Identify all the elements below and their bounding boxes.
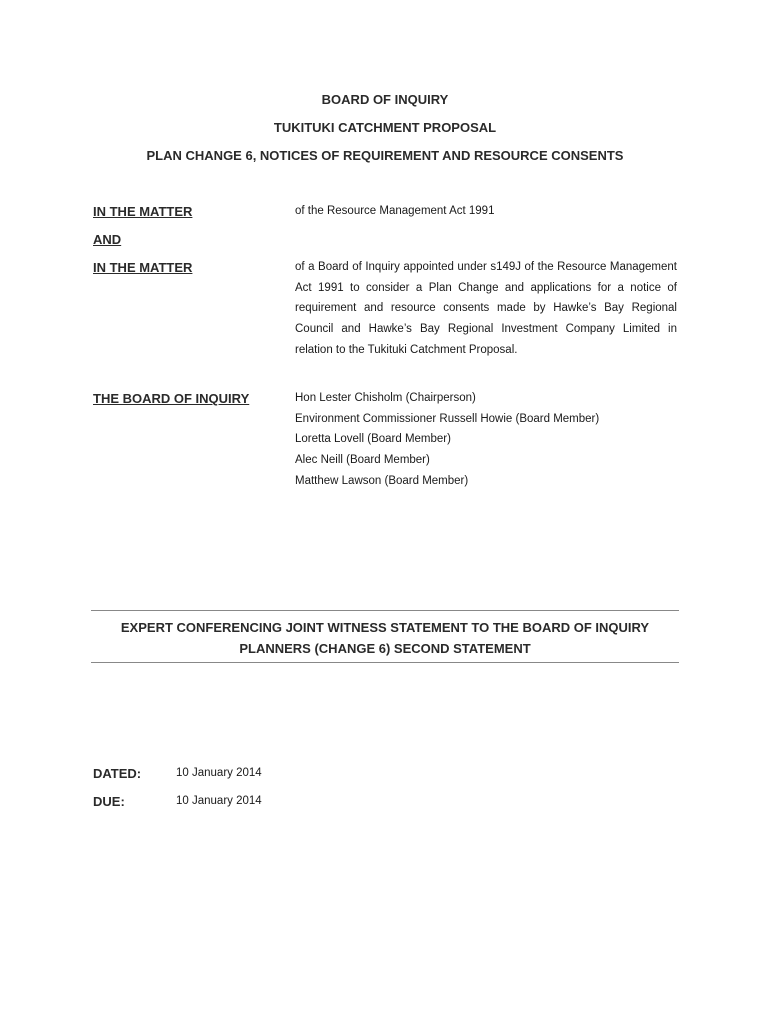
- board-member: Alec Neill (Board Member): [295, 454, 430, 467]
- dated-value: 10 January 2014: [176, 767, 262, 779]
- board-label: THE BOARD OF INQUIRY: [93, 391, 250, 406]
- statement-top-rule: [91, 610, 679, 611]
- header-board-of-inquiry: BOARD OF INQUIRY: [321, 92, 449, 107]
- statement-line-2: PLANNERS (CHANGE 6) SECOND STATEMENT: [239, 640, 531, 656]
- statement-line-1: EXPERT CONFERENCING JOINT WITNESS STATEMENT TO THE BOARD OF INQUIRY: [120, 620, 650, 635]
- due-label: DUE:: [93, 794, 125, 809]
- board-member: Loretta Lovell (Board Member): [295, 433, 451, 446]
- header-proposal-title: TUKITUKI CATCHMENT PROPOSAL: [273, 120, 497, 135]
- and-label: AND: [93, 232, 122, 247]
- header-plan-change: PLAN CHANGE 6, NOTICES OF REQUIREMENT AND RESOURCE CONSENTS: [146, 148, 624, 163]
- matter-label-2: IN THE MATTER: [93, 260, 193, 275]
- board-member: Matthew Lawson (Board Member): [295, 474, 469, 487]
- board-members: [295, 388, 677, 491]
- statement-title: [80, 618, 690, 659]
- statement-bottom-rule: [91, 662, 679, 663]
- matter-label-1: IN THE MATTER: [93, 204, 193, 219]
- matter-text-2: of a Board of Inquiry appointed under s149J of the Resource Management Act 1991 to consider a Plan Change and applications for a notice of requirement and resource consents made by Hawke’s Bay Regional Council and Hawke’s Bay Regional Investment Company Limited in relation to the Tukituki Catchment Proposal.: [295, 261, 677, 356]
- matter-text-1: of the Resource Management Act 1991: [295, 205, 495, 217]
- board-member: Hon Lester Chisholm (Chairperson): [295, 392, 476, 404]
- board-member: Environment Commissioner Russell Howie (Board Member): [295, 412, 600, 425]
- due-value: 10 January 2014: [176, 795, 262, 807]
- dated-label: DATED:: [93, 766, 142, 781]
